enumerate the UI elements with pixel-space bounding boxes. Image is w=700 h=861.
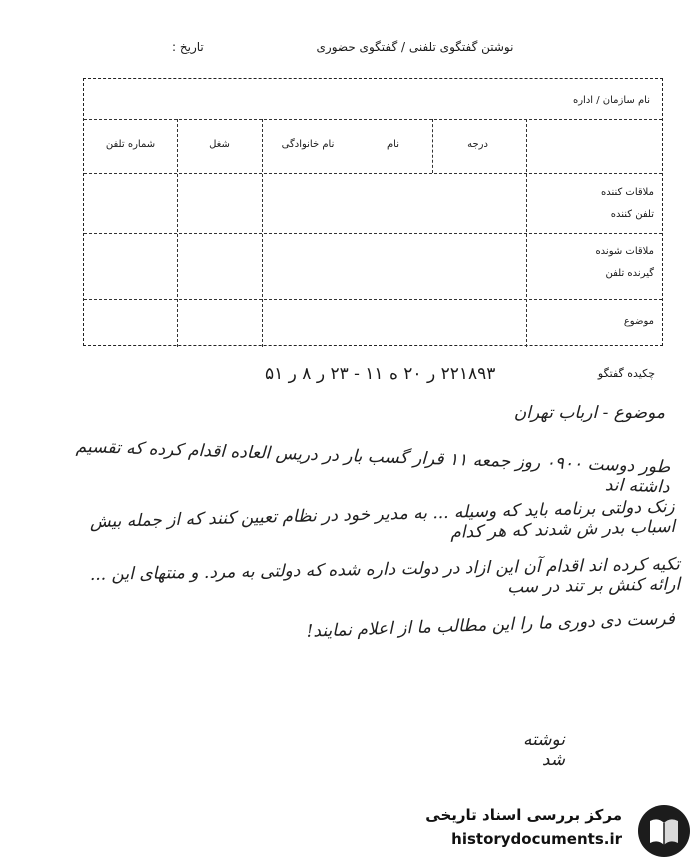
registration-label: چکیده گفتگو — [597, 367, 655, 380]
registration-number: ۲۲۱۸۹۳ ر ۲۰ ه ۱۱ - ۲۳ ر ۸ ر ۵۱ — [265, 364, 496, 384]
column-header-family-name: نام خانوادگی — [281, 139, 335, 150]
table-rule — [84, 119, 662, 120]
logo-url: historydocuments.ir — [451, 830, 622, 848]
row-label-visitor — [601, 182, 654, 226]
conversation-form-table — [83, 78, 663, 346]
logo-name: مرکز بررسی اسناد تاریخی — [425, 806, 622, 824]
table-rule — [84, 233, 662, 234]
row-label-line: ملاقات کننده — [600, 187, 654, 198]
table-rule — [84, 173, 662, 174]
row-label-line: گیرنده تلفن — [605, 268, 654, 279]
row-label-line: تلفن کننده — [610, 209, 654, 220]
form-title: نوشتن گفتگوی تلفنی / گفتگوی حضوری — [316, 40, 514, 54]
table-rule — [526, 119, 527, 347]
column-header-name: نام — [386, 139, 400, 150]
date-label: تاریخ : — [172, 40, 204, 54]
handwritten-line: زنک دولتی برنامه باید که وسیله ... به مدیر خود در نظام تعیین کنند که از جمله بیش اسباب بدر ش شدند که هر کدام — [89, 496, 676, 543]
row-label-visited — [595, 241, 654, 285]
watermark-logo — [410, 800, 700, 861]
handwritten-line: فرست دی دوری ما را این مطالب ما از اعلام نمایند! — [306, 608, 676, 642]
handwritten-line — [375, 654, 590, 665]
table-rule — [262, 119, 263, 347]
column-header-occupation: شغل — [209, 139, 230, 150]
column-header-rank: درجه — [467, 139, 488, 150]
handwritten-line: طور دوست ۰۹۰۰ روز جمعه ۱۱ قرار گسب بار در دریس العاده اقدام کرده که تقسیم داشته اند — [75, 436, 671, 498]
table-rule — [84, 299, 662, 300]
table-rule — [177, 119, 178, 347]
handwritten-line: تکیه کرده اند اقدام آن این ازاد در دولت داره شده که دولتی به مرد. و منتهای این ... ارائه کنش بر تند در سب — [89, 554, 681, 598]
row-label-line: ملاقات شونده — [595, 246, 654, 257]
org-label: نام سازمان / اداره — [572, 95, 650, 106]
row-label-subject — [624, 311, 654, 333]
column-header-phone: شماره تلفن — [105, 139, 156, 150]
row-label-line: موضوع — [623, 316, 654, 327]
book-icon — [636, 803, 692, 859]
registration-line — [265, 364, 655, 386]
handwritten-subject: موضوع - ارباب تهران — [513, 403, 665, 423]
handwritten-signature: نوشته شد — [522, 730, 565, 770]
